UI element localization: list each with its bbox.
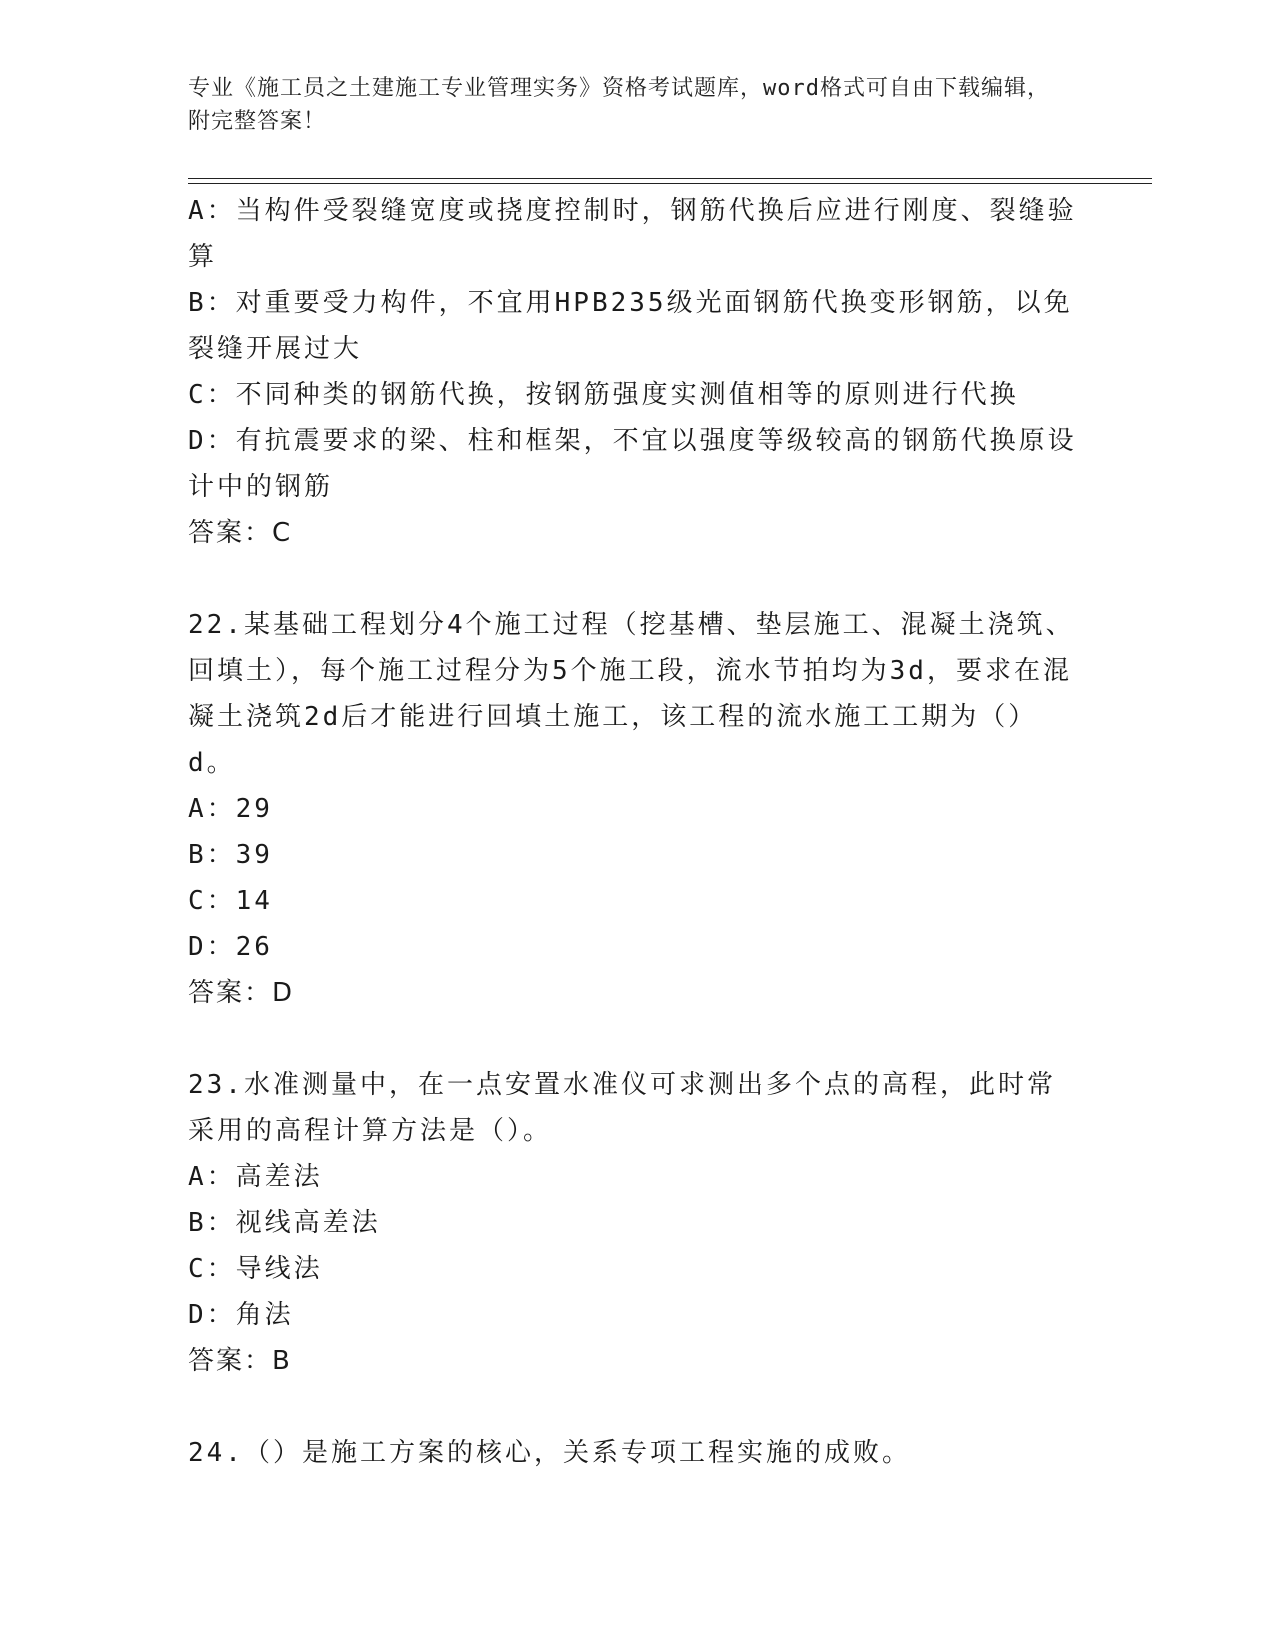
spacer (188, 1016, 1078, 1062)
option-a: A：高差法 (188, 1162, 323, 1192)
question-23 (188, 1062, 1078, 1384)
option-c: C：导线法 (188, 1254, 323, 1284)
option-a: A：29 (188, 794, 273, 824)
question-21-options (188, 188, 1078, 556)
answer-22: 答案：D (188, 978, 295, 1008)
answer-21: 答案：C (188, 518, 293, 548)
header-rule-top (188, 178, 1152, 179)
option-a: A：当构件受裂缝宽度或挠度控制时，钢筋代换后应进行刚度、裂缝验算 (188, 196, 1077, 272)
option-d: D：26 (188, 932, 273, 962)
option-c: C：14 (188, 886, 273, 916)
option-b: B：对重要受力构件，不宜用HPB235级光面钢筋代换变形钢筋，以免裂缝开展过大 (188, 288, 1073, 364)
question-stem: 22.某基础工程划分4个施工过程（挖基槽、垫层施工、混凝土浇筑、回填土），每个施工过程分为5个施工段，流水节拍均为3d，要求在混凝土浇筑2d后才能进行回填土施工，该工程的流水施工工期为（）d。 (188, 610, 1075, 778)
question-content (188, 188, 1078, 1476)
header-rule-bottom (188, 183, 1152, 184)
question-stem: 24.（）是施工方案的核心，关系专项工程实施的成败。 (188, 1438, 911, 1468)
question-stem: 23.水准测量中，在一点安置水准仪可求测出多个点的高程，此时常采用的高程计算方法是（）。 (188, 1070, 1056, 1146)
option-d: D：有抗震要求的梁、柱和框架，不宜以强度等级较高的钢筋代换原设计中的钢筋 (188, 426, 1077, 502)
question-22 (188, 602, 1078, 1016)
option-b: B：视线高差法 (188, 1208, 381, 1238)
option-b: B：39 (188, 840, 273, 870)
page-header: 专业《施工员之土建施工专业管理实务》资格考试题库，word格式可自由下载编辑，附完整答案！ (188, 76, 1050, 134)
option-c: C：不同种类的钢筋代换，按钢筋强度实测值相等的原则进行代换 (188, 380, 1019, 410)
spacer (188, 1384, 1078, 1430)
spacer (188, 556, 1078, 602)
answer-23: 答案：B (188, 1346, 292, 1376)
option-d: D：角法 (188, 1300, 294, 1330)
question-24 (188, 1430, 1078, 1476)
